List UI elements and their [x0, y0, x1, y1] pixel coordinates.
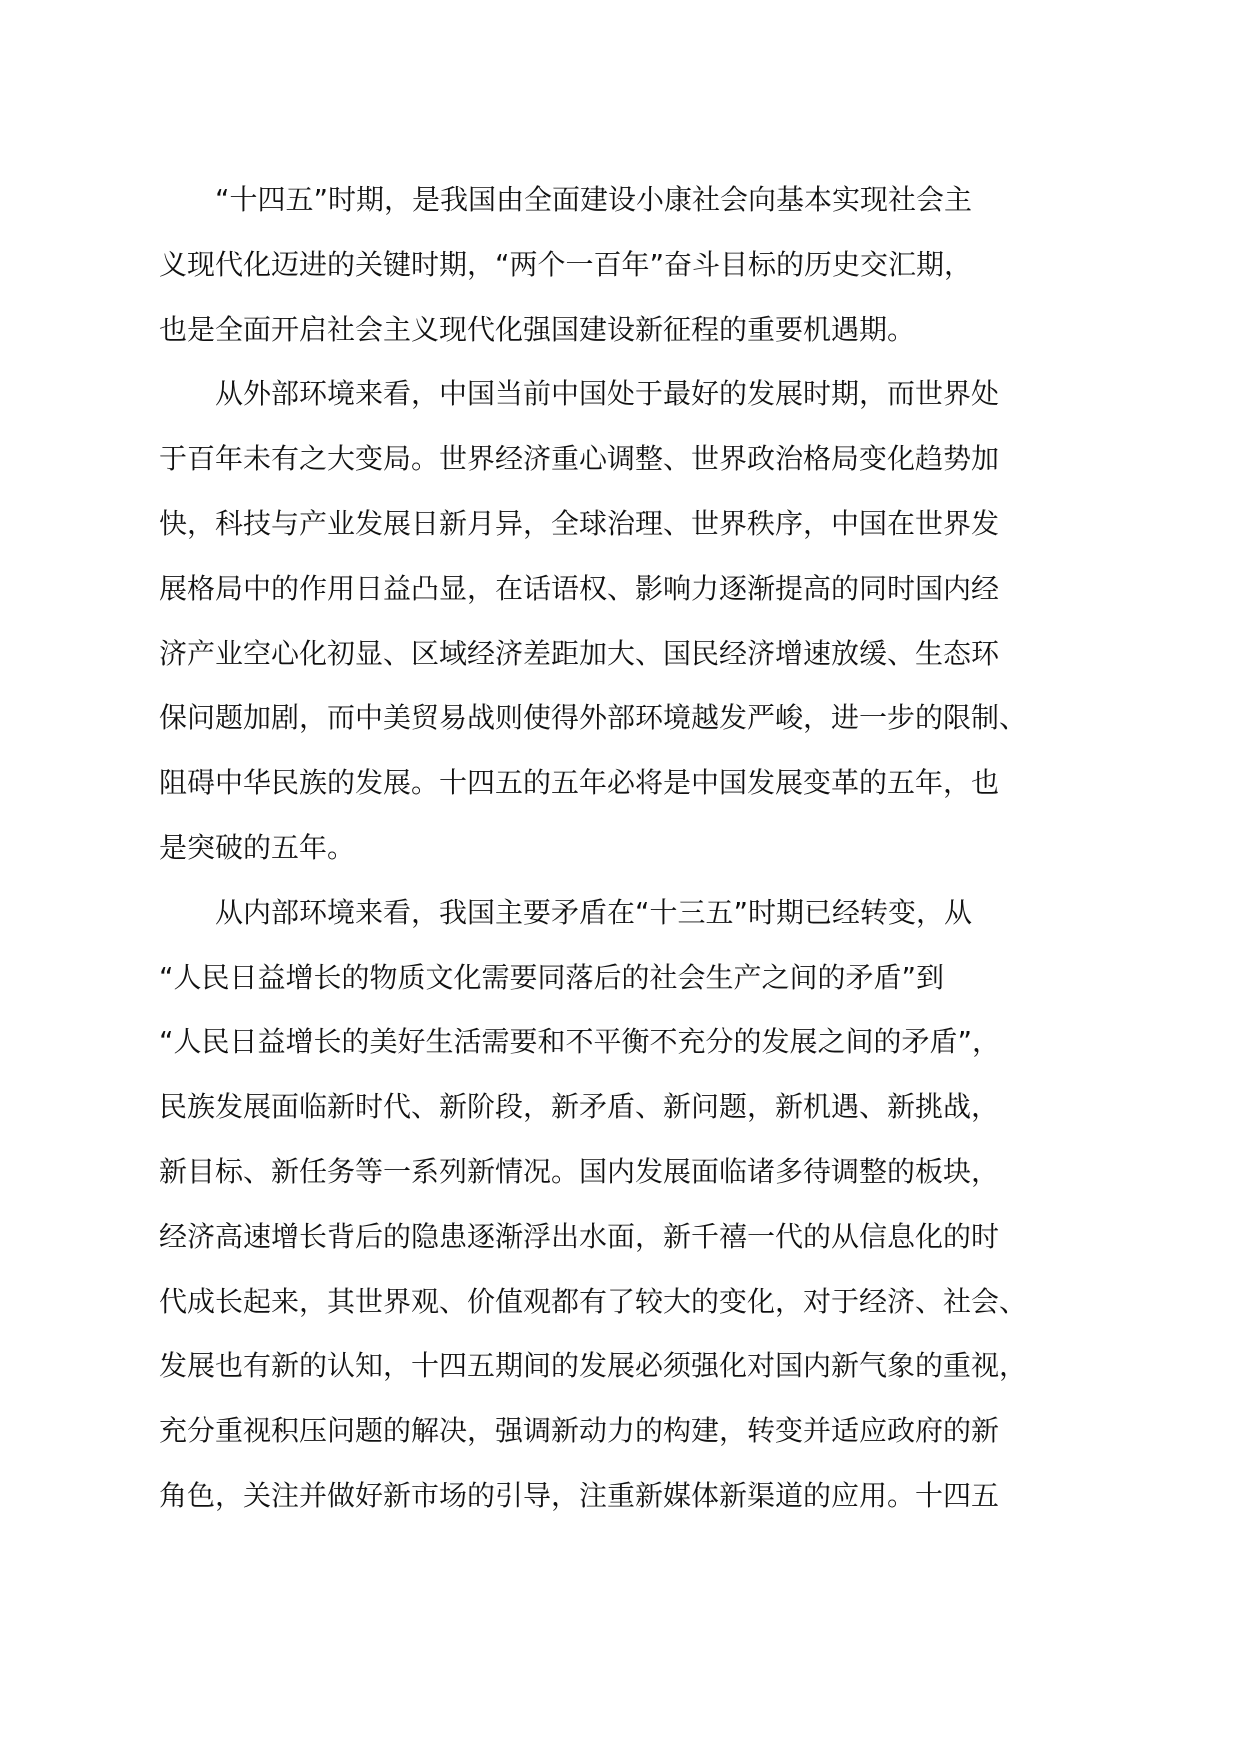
text-line: 代成长起来，其世界观、价值观都有了较大的变化，对于经济、社会、: [159, 1284, 1028, 1318]
text-line: 义现代化迈进的关键时期，“两个一百年”奋斗目标的历史交汇期，: [159, 247, 973, 281]
text-line: 也是全面开启社会主义现代化强国建设新征程的重要机遇期。: [159, 312, 916, 346]
text-line: 济产业空心化初显、区域经济差距加大、国民经济增速放缓、生态环: [159, 636, 1000, 670]
paragraph-2: [159, 362, 1119, 880]
text-line: 角色，关注并做好新市场的引导，注重新媒体新渠道的应用。十四五: [159, 1478, 1000, 1512]
text-line: “人民日益增长的美好生活需要和不平衡不充分的发展之间的矛盾”，: [159, 1025, 1001, 1059]
text-line: “十四五”时期，是我国由全面建设小康社会向基本实现社会主: [215, 183, 973, 216]
text-line: 民族发展面临新时代、新阶段，新矛盾、新问题，新机遇、新挑战，: [159, 1090, 1000, 1124]
text-line: 保问题加剧，而中美贸易战则使得外部环境越发严峻，进一步的限制、: [159, 701, 1028, 735]
body-text: [159, 168, 1119, 1529]
text-line: 发展也有新的认知，十四五期间的发展必须强化对国内新气象的重视，: [159, 1349, 1028, 1383]
text-line: 充分重视积压问题的解决，强调新动力的构建，转变并适应政府的新: [159, 1414, 1000, 1448]
text-line: 从内部环境来看，我国主要矛盾在“十三五”时期已经转变，从: [215, 895, 973, 929]
text-line: 于百年未有之大变局。世界经济重心调整、世界政治格局变化趋势加: [159, 442, 1000, 476]
text-line: 是突破的五年。: [159, 830, 356, 864]
text-line: 展格局中的作用日益凸显，在话语权、影响力逐渐提高的同时国内经: [159, 571, 1000, 605]
paragraph-1: [159, 168, 1119, 362]
text-line: 快，科技与产业发展日新月异，全球治理、世界秩序，中国在世界发: [159, 506, 1000, 540]
text-line: 阻碍中华民族的发展。十四五的五年必将是中国发展变革的五年，也: [159, 766, 1000, 800]
text-line: 从外部环境来看，中国当前中国处于最好的发展时期，而世界处: [215, 377, 1000, 411]
text-line: 经济高速增长背后的隐患逐渐浮出水面，新千禧一代的从信息化的时: [159, 1219, 1000, 1253]
text-line: 新目标、新任务等一系列新情况。国内发展面临诸多待调整的板块，: [159, 1154, 1000, 1188]
text-line: “人民日益增长的物质文化需要同落后的社会生产之间的矛盾”到: [159, 960, 945, 994]
paragraph-3: [159, 881, 1119, 1529]
